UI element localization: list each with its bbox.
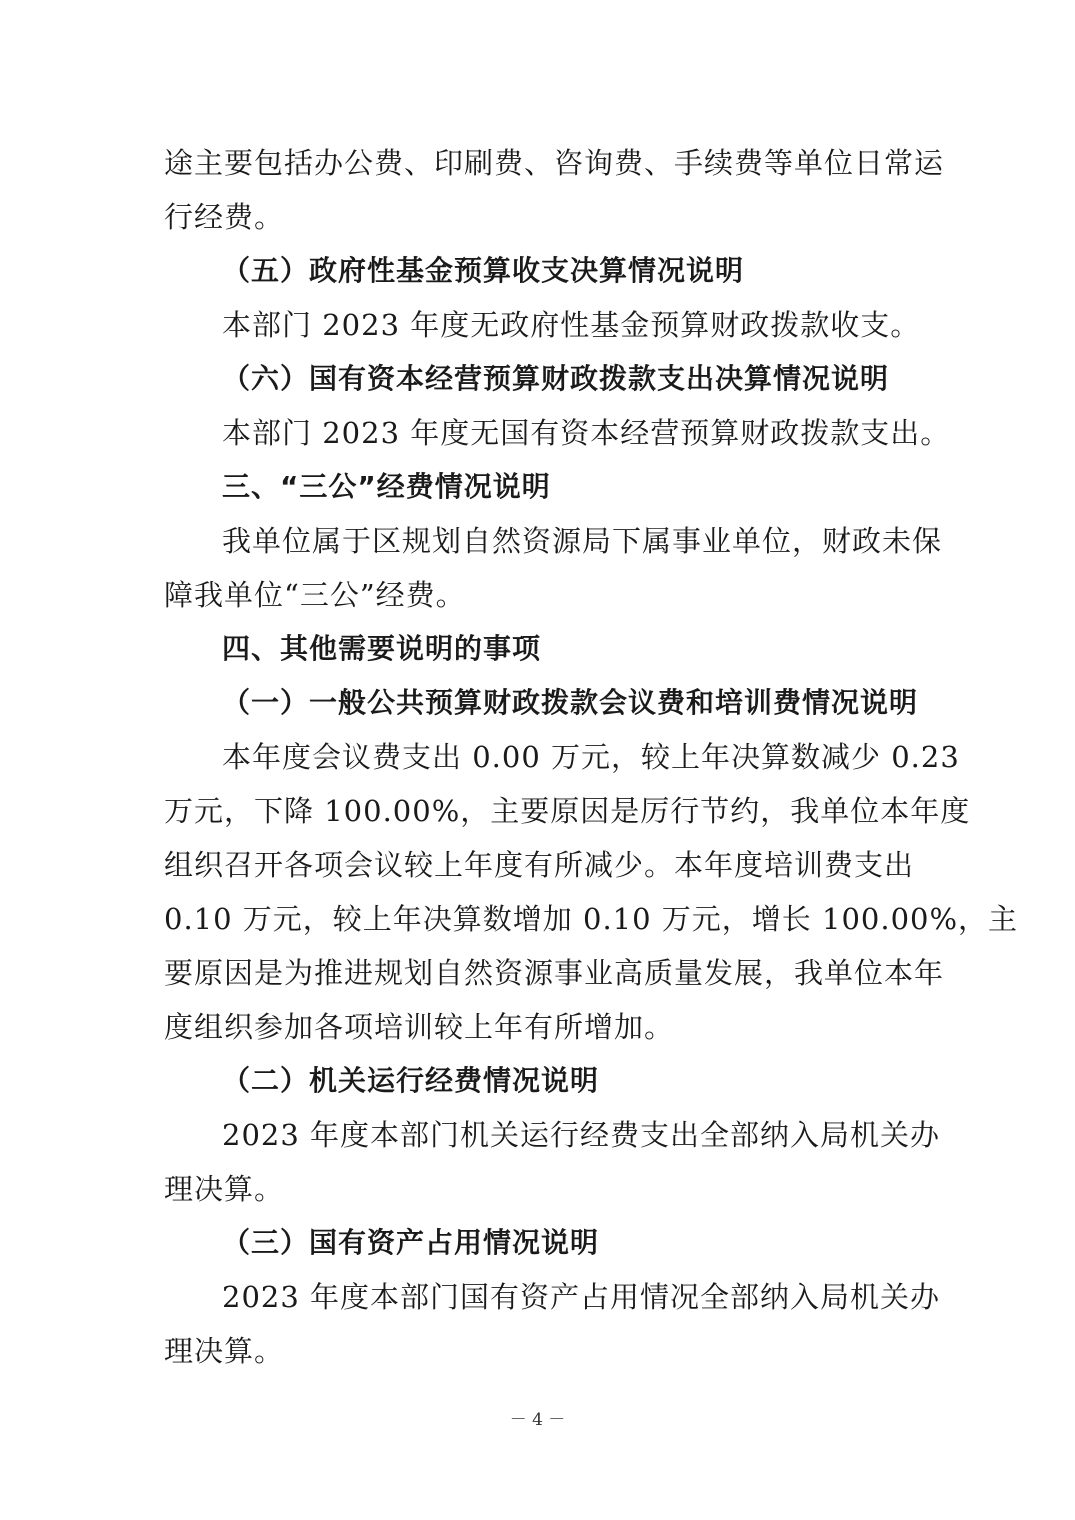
- body-line: 0.10 万元，较上年决算数增加 0.10 万元，增长 100.00%，主: [164, 902, 1019, 936]
- section-heading: （五）政府性基金预算收支决算情况说明: [222, 254, 745, 287]
- section-heading: 三、“三公”经费情况说明: [222, 470, 551, 503]
- body-line: 万元，下降 100.00%，主要原因是厉行节约，我单位本年度: [164, 794, 971, 828]
- section-heading: （一）一般公共预算财政拨款会议费和培训费情况说明: [222, 686, 919, 719]
- body-line: 理决算。: [164, 1334, 285, 1368]
- body-line: 我单位属于区规划自然资源局下属事业单位，财政未保: [222, 524, 943, 558]
- body-line: 途主要包括办公费、印刷费、咨询费、手续费等单位日常运: [164, 146, 945, 180]
- section-heading: 四、其他需要说明的事项: [222, 632, 542, 665]
- section-heading: （六）国有资本经营预算财政拨款支出决算情况说明: [222, 362, 890, 395]
- body-line: 行经费。: [164, 200, 285, 234]
- body-line: 组织召开各项会议较上年度有所减少。本年度培训费支出: [164, 848, 915, 882]
- body-line: 障我单位“三公”经费。: [164, 578, 466, 612]
- body-line: 2023 年度本部门机关运行经费支出全部纳入局机关办: [222, 1118, 941, 1152]
- body-line: 度组织参加各项培训较上年有所增加。: [164, 1010, 675, 1044]
- section-heading: （三）国有资产占用情况说明: [222, 1226, 600, 1259]
- body-line: 理决算。: [164, 1172, 285, 1206]
- body-line: 本年度会议费支出 0.00 万元，较上年决算数减少 0.23: [222, 740, 960, 774]
- body-line: 2023 年度本部门国有资产占用情况全部纳入局机关办: [222, 1280, 941, 1314]
- body-line: 要原因是为推进规划自然资源事业高质量发展，我单位本年: [164, 956, 945, 990]
- body-line: 本部门 2023 年度无国有资本经营预算财政拨款支出。: [222, 416, 951, 450]
- section-heading: （二）机关运行经费情况说明: [222, 1064, 600, 1097]
- body-line: 本部门 2023 年度无政府性基金预算财政拨款收支。: [222, 308, 921, 342]
- page-number: － 4 －: [509, 1410, 566, 1430]
